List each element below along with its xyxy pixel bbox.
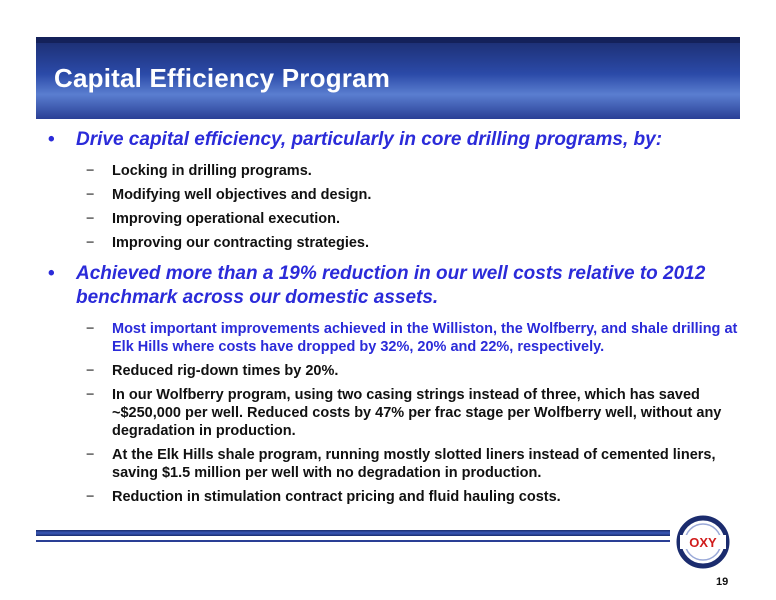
page-number: 19 xyxy=(716,576,729,588)
dash-icon: − xyxy=(86,163,95,179)
bullet-text: Drive capital efficiency, particularly in core drilling programs, by: xyxy=(76,129,663,150)
list-item xyxy=(86,446,738,482)
dash-icon: − xyxy=(86,363,95,379)
dash-icon: − xyxy=(86,387,95,403)
bullet-dot-icon: • xyxy=(48,263,55,284)
logo-text: OXY xyxy=(689,535,717,550)
list-item xyxy=(86,210,738,228)
sub-list-2 xyxy=(86,320,738,506)
sub-text: Modifying well objectives and design. xyxy=(112,187,372,203)
list-item xyxy=(86,320,738,356)
dash-icon: − xyxy=(86,447,95,463)
footer-rule xyxy=(36,530,670,536)
list-item xyxy=(86,186,738,204)
list-item xyxy=(86,162,738,180)
sub-text: Improving our contracting strategies. xyxy=(112,235,370,251)
bullet-dot-icon: • xyxy=(48,129,55,150)
page-title: Capital Efficiency Program xyxy=(54,63,391,93)
dash-icon: − xyxy=(86,321,95,337)
dash-icon: − xyxy=(86,211,95,227)
dash-icon: − xyxy=(86,235,95,251)
bullet-achieved-reduction xyxy=(48,262,738,310)
sub-text: Improving operational execution. xyxy=(112,211,341,227)
footer-rule-thin xyxy=(36,540,670,542)
dash-icon: − xyxy=(86,489,95,505)
sub-text: At the Elk Hills shale program, running mostly slotted liners instead of cemented liners, saving $1.5 million per well with no degradation in production. xyxy=(112,447,716,481)
sub-text: Reduction in stimulation contract pricing and fluid hauling costs. xyxy=(112,489,561,505)
list-item xyxy=(86,234,738,252)
title-bar xyxy=(36,37,740,119)
sub-list-1 xyxy=(86,162,738,252)
sub-text: Reduced rig-down times by 20%. xyxy=(112,363,339,379)
list-item xyxy=(86,488,738,506)
sub-text: In our Wolfberry program, using two casing strings instead of three, which has saved ~$250,000 per well. Reduced costs by 47% per frac stage per Wolfberry well, without any degradation in production. xyxy=(112,387,722,439)
slide-content xyxy=(48,128,738,516)
sub-text: Locking in drilling programs. xyxy=(112,163,312,179)
dash-icon: − xyxy=(86,187,95,203)
bullet-text: Achieved more than a 19% reduction in our well costs relative to 2012 benchmark across our domestic assets. xyxy=(76,263,706,308)
bullet-drive-capital-efficiency xyxy=(48,128,738,152)
list-item xyxy=(86,386,738,440)
sub-text: Most important improvements achieved in the Williston, the Wolfberry, and shale drilling at Elk Hills where costs have dropped by 32%, 20% and 22%, respectively. xyxy=(112,321,738,355)
list-item xyxy=(86,362,738,380)
oxy-logo-icon xyxy=(676,515,730,569)
